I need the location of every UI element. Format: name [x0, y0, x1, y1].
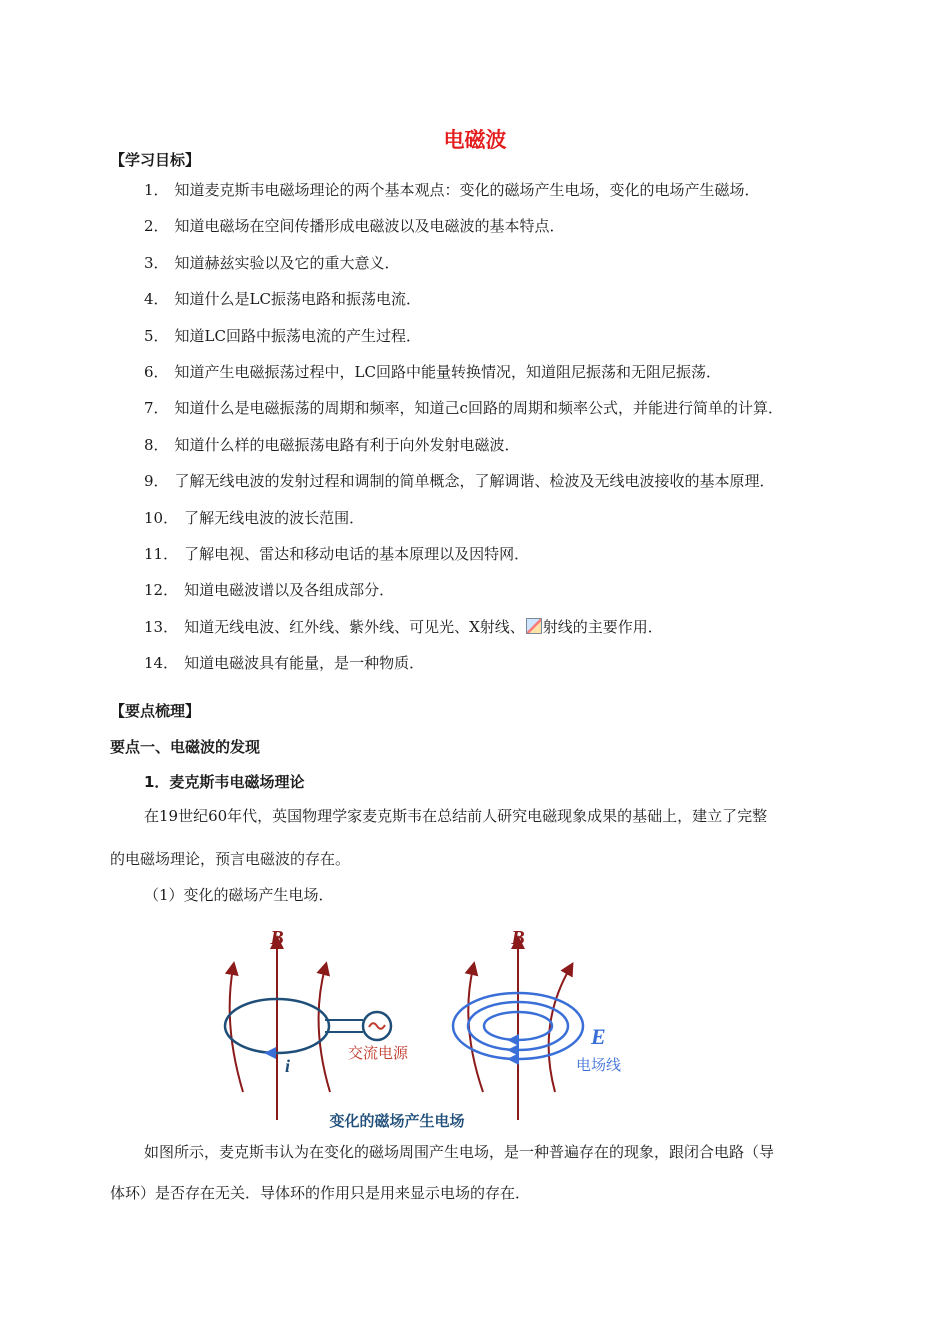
- objective-number: 13．: [144, 617, 179, 636]
- changing-magnetic-field-figure: [215, 920, 635, 1140]
- objective-number: 4．: [144, 290, 169, 309]
- figure-caption: 变化的磁场产生电场: [329, 1112, 465, 1130]
- objective-item: [144, 506, 783, 542]
- objective-item: [144, 542, 783, 578]
- label-b-left: B: [270, 927, 284, 949]
- objective-text: 知道什么是电磁振荡的周期和频率，知道己c回路的周期和频率公式，并能进行简单的计算．: [174, 399, 783, 418]
- objective-text: 了解无线电波的波长范围．: [184, 508, 365, 527]
- objective-number: 2．: [144, 217, 169, 236]
- objective-text: 知道无线电波、红外线、紫外线、可见光、X射线、: [184, 617, 525, 636]
- objective-text: 知道麦克斯韦电磁场理论的两个基本观点：变化的磁场产生电场，变化的电场产生磁场．: [174, 181, 760, 199]
- objective-number: 3．: [144, 253, 169, 272]
- objective-item: [144, 651, 783, 687]
- objectives-list: [144, 178, 783, 687]
- objective-item: [144, 287, 783, 323]
- label-e-field: E: [591, 1024, 606, 1049]
- objective-number: 1．: [144, 181, 169, 199]
- objective-number: 9．: [144, 472, 169, 491]
- objective-number: 8．: [144, 435, 169, 454]
- paragraph-line: 在19世纪60年代，英国物理学家麦克斯韦在总结前人研究电磁现象成果的基础上，建立了完整: [144, 807, 768, 825]
- lead-wires: [325, 1020, 363, 1032]
- b-field-line: [230, 968, 243, 1092]
- objective-text: 知道电磁波谱以及各组成部分．: [184, 581, 395, 600]
- label-b-right: B: [511, 927, 525, 949]
- objective-number: 14．: [144, 654, 179, 673]
- objective-item: [144, 178, 783, 214]
- left-diagram: [225, 927, 409, 1120]
- objective-item: [144, 578, 783, 614]
- objective-text: 射线的主要作用．: [542, 617, 663, 636]
- objective-text: 知道产生电磁振荡过程中，LC回路中能量转换情况，知道阻尼振荡和无阻尼振荡．: [174, 362, 721, 381]
- list-item: （1）变化的磁场产生电场．: [144, 886, 334, 904]
- objective-number: 5．: [144, 326, 169, 345]
- paragraph-line: 如图所示，麦克斯韦认为在变化的磁场周围产生电场，是一种普遍存在的现象，跟闭合电路（导: [144, 1143, 775, 1161]
- objective-text: 知道LC回路中振荡电流的产生过程．: [174, 326, 421, 345]
- right-diagram: [453, 927, 621, 1120]
- label-current: i: [285, 1056, 291, 1076]
- objective-item: [144, 396, 783, 432]
- objective-text: 知道电磁场在空间传播形成电磁波以及电磁波的基本特点．: [174, 217, 565, 236]
- paragraph-line: 的电磁场理论，预言电磁波的存在。: [110, 850, 351, 868]
- objective-number: 6．: [144, 362, 169, 381]
- objective-number: 12．: [144, 581, 179, 600]
- objective-text: 知道什么是LC振荡电路和振荡电流．: [174, 290, 421, 309]
- objective-number: 10．: [144, 508, 179, 527]
- objective-item: [144, 615, 783, 651]
- objective-item: [144, 433, 783, 469]
- section-heading-goals: 【学习目标】: [110, 151, 201, 169]
- objective-text: 了解电视、雷达和移动电话的基本原理以及因特网．: [184, 544, 530, 563]
- objective-number: 11．: [144, 544, 179, 563]
- objective-text: 知道赫兹实验以及它的重大意义．: [174, 253, 400, 272]
- point-heading: 要点一、电磁波的发现: [110, 738, 261, 756]
- b-field-line: [468, 968, 483, 1092]
- objective-item: [144, 214, 783, 250]
- label-ac-source: 交流电源: [348, 1044, 409, 1062]
- objective-item: [144, 324, 783, 360]
- label-field-lines: 电场线: [576, 1056, 622, 1074]
- objective-text: 知道电磁波具有能量，是一种物质．: [184, 654, 425, 673]
- paragraph-line: 体环）是否存在无关．导体环的作用只是用来显示电场的存在．: [110, 1184, 531, 1202]
- objective-text: 了解无线电波的发射过程和调制的简单概念，了解调谐、检波及无线电波接收的基本原理．: [174, 472, 775, 491]
- subpoint-heading: 1．麦克斯韦电磁场理论: [144, 773, 305, 791]
- objective-item: [144, 360, 783, 396]
- objective-number: 7．: [144, 399, 169, 418]
- objective-item: [144, 469, 783, 505]
- objective-item: [144, 251, 783, 287]
- objective-text: 知道什么样的电磁振荡电路有利于向外发射电磁波．: [174, 435, 520, 454]
- section-heading-points: 【要点梳理】: [110, 702, 201, 720]
- gamma-symbol-image: [526, 618, 542, 634]
- page-title: 电磁波: [443, 128, 507, 152]
